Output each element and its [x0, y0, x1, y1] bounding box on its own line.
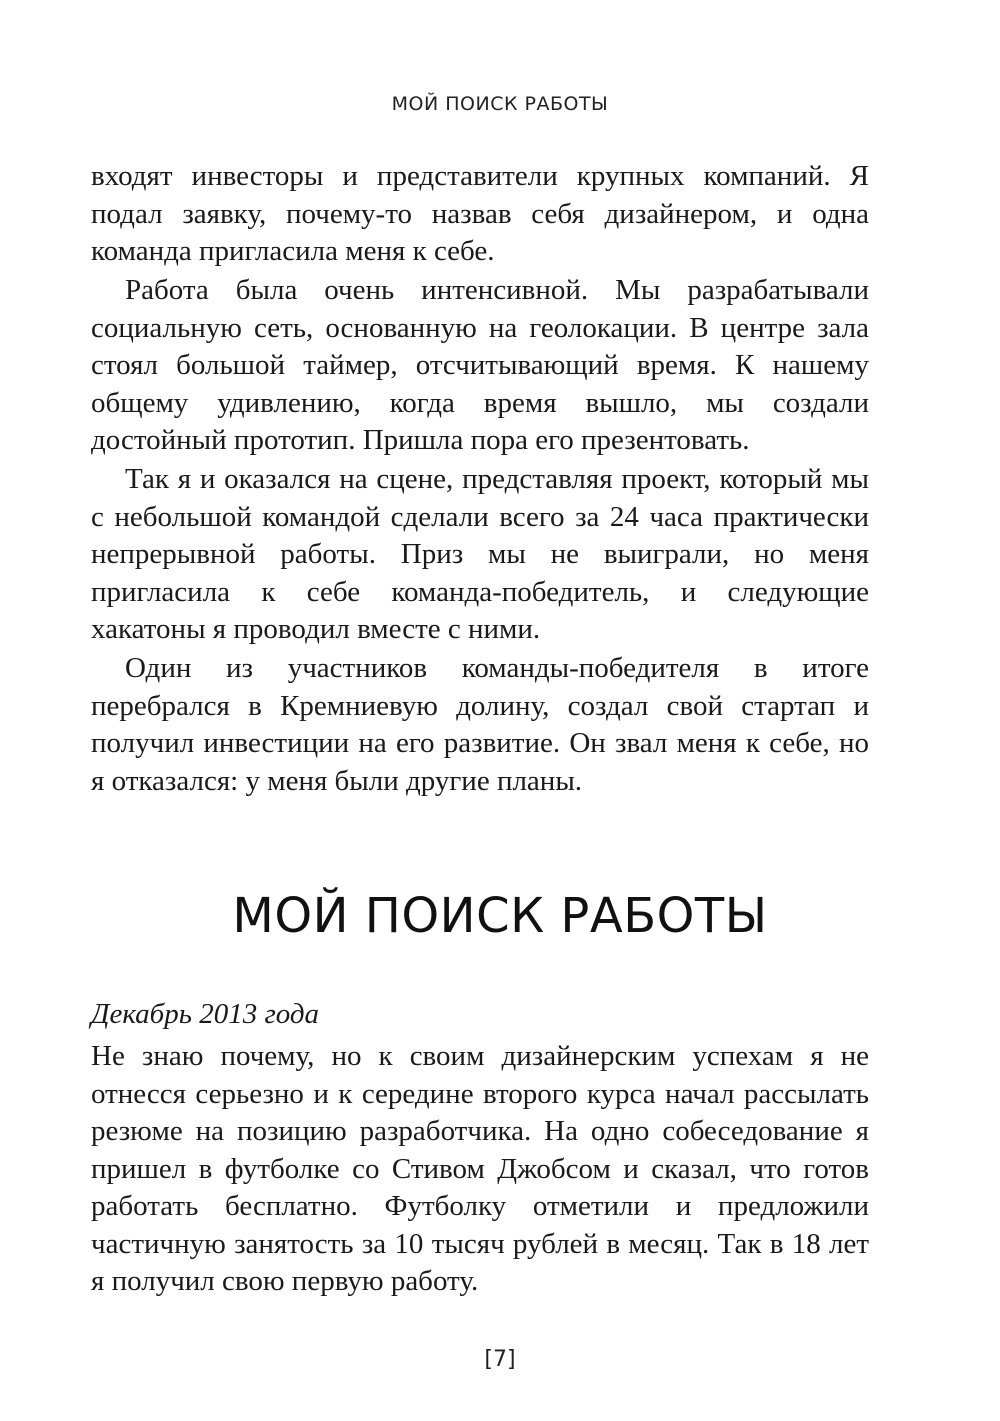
paragraph-text: Так я и оказался на сцене, представляя проект, который мы с небольшой командой сделали всего за 24 часа практически непрерывной работы. Приз мы не выиграли, но меня пригласила к себе команда-победитель, и следующие хакатоны я проводил вместе с ними. — [91, 463, 869, 645]
chapter-paragraph — [91, 1038, 869, 1301]
running-head: МОЙ ПОИСК РАБОТЫ — [391, 93, 609, 115]
paragraph — [91, 461, 869, 649]
paragraph-text: Работа была очень интенсивной. Мы разрабатывали социальную сеть, основанную на геолокации. В центре зала стоял большой таймер, отсчитывающий время. К нашему общему удивлению, когда время вышло, мы создали достойный прототип. Пришла пора его презентовать. — [91, 274, 869, 456]
chapter-title: МОЙ ПОИСК РАБОТЫ — [232, 888, 768, 944]
paragraph — [91, 272, 869, 460]
paragraph-text: Один из участников команды-победителя в итоге перебрался в Кремниевую долину, создал свой стартап и получил инвестиции на его развитие. Он звал меня к себе, но я отказался: у меня были другие планы. — [91, 652, 869, 797]
paragraph-continued — [91, 158, 869, 271]
paragraph-text: Не знаю почему, но к своим дизайнерским успехам я не отнесся серьезно и к середине второго курса начал рассылать резюме на позицию разработчика. На одно собеседование я пришел в футболке со Стивом Джобсом и сказал, что готов работать бесплатно. Футболку отметили и предложили частичную занятость за 10 тысяч рублей в месяц. Так в 18 лет я получил свою первую работу. — [91, 1040, 869, 1297]
paragraph-text: входят инвесторы и представители крупных компаний. Я подал заявку, почему-то назвав себя дизайнером, и одна команда пригласила меня к себе. — [91, 160, 869, 267]
chapter-date: Декабрь 2013 года — [91, 998, 320, 1030]
page-number: [7] — [484, 1347, 516, 1372]
paragraph — [91, 650, 869, 800]
